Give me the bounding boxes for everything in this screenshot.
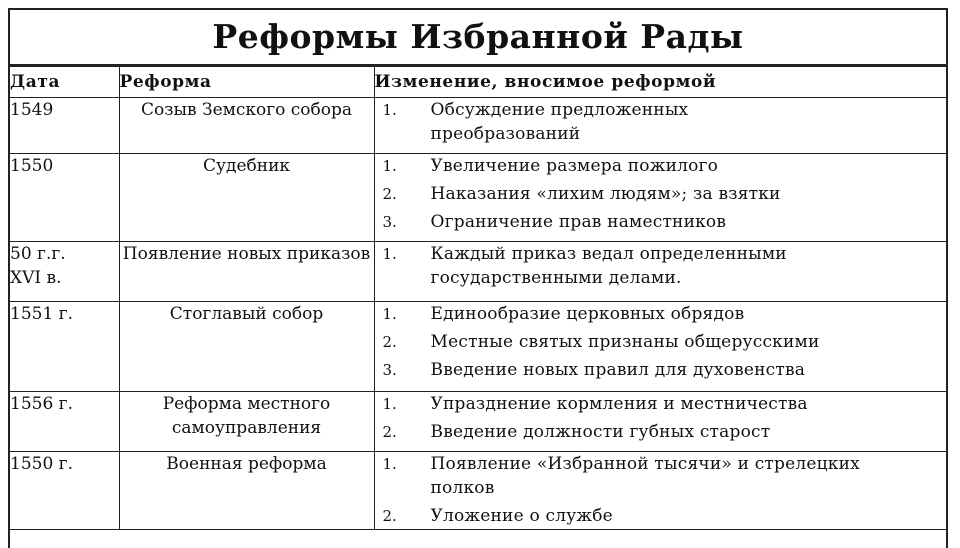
item-text: Местные святых признаны общерусскими bbox=[430, 332, 820, 352]
item-text: Введение новых правил для духовенства bbox=[430, 360, 806, 380]
item-number: 1. bbox=[382, 101, 397, 119]
reform-cell: Созыв Земского собора bbox=[119, 98, 374, 154]
item-text: Упразднение кормления и местничества bbox=[430, 394, 808, 414]
item-number: 2. bbox=[382, 185, 397, 203]
item-text: Введение должности губных старост bbox=[430, 422, 771, 442]
page-title: Реформы Избранной Рады bbox=[212, 17, 744, 56]
change-item bbox=[375, 452, 947, 500]
change-item bbox=[375, 330, 947, 354]
reform-cell: Стоглавый собор bbox=[119, 302, 374, 392]
item-text: Единообразие церковных обрядов bbox=[430, 304, 745, 324]
column-header-date: Дата bbox=[10, 67, 119, 98]
change-cell bbox=[374, 392, 946, 452]
item-text: Уложение о службе bbox=[430, 506, 613, 526]
item-text: Появление «Избранной тысячи» и стрелецких полков bbox=[430, 454, 860, 498]
change-cell bbox=[374, 154, 946, 242]
item-number: 3. bbox=[382, 213, 397, 231]
reform-cell: Военная реформа bbox=[119, 452, 374, 530]
change-item bbox=[375, 210, 947, 234]
change-item bbox=[375, 504, 947, 528]
item-text: Каждый приказ ведал определенными государственными делами. bbox=[430, 244, 787, 288]
item-number: 2. bbox=[382, 507, 397, 525]
item-number: 1. bbox=[382, 157, 397, 175]
date-cell: 1549 bbox=[10, 98, 119, 154]
change-item bbox=[375, 302, 947, 326]
reform-cell: Судебник bbox=[119, 154, 374, 242]
item-number: 1. bbox=[382, 395, 397, 413]
change-cell bbox=[374, 452, 946, 530]
change-item bbox=[375, 392, 947, 416]
reforms-table bbox=[10, 66, 946, 530]
table-row bbox=[10, 154, 946, 242]
date-cell bbox=[10, 242, 119, 302]
column-header-change: Изменение, вносимое реформой bbox=[374, 67, 946, 98]
change-item bbox=[375, 98, 947, 146]
table-row bbox=[10, 452, 946, 530]
change-item bbox=[375, 154, 947, 178]
date-cell: 1550 bbox=[10, 154, 119, 242]
item-number: 1. bbox=[382, 305, 397, 323]
date-cell: 1550 г. bbox=[10, 452, 119, 530]
date-cell: 1556 г. bbox=[10, 392, 119, 452]
change-item bbox=[375, 242, 947, 290]
table-row bbox=[10, 242, 946, 302]
change-item bbox=[375, 182, 947, 206]
table-row bbox=[10, 98, 946, 154]
reform-cell: Появление новых приказов bbox=[119, 242, 374, 302]
item-number: 3. bbox=[382, 361, 397, 379]
table-row bbox=[10, 392, 946, 452]
reform-cell: Реформа местного самоуправления bbox=[119, 392, 374, 452]
change-item bbox=[375, 358, 947, 382]
change-item bbox=[375, 420, 947, 444]
item-number: 2. bbox=[382, 333, 397, 351]
item-number: 1. bbox=[382, 455, 397, 473]
table-row bbox=[10, 302, 946, 392]
item-text: Обсуждение предложенных преобразований bbox=[430, 100, 689, 144]
item-number: 2. bbox=[382, 423, 397, 441]
change-cell bbox=[374, 98, 946, 154]
item-number: 1. bbox=[382, 245, 397, 263]
change-cell bbox=[374, 302, 946, 392]
item-text: Наказания «лихим людям»; за взятки bbox=[430, 184, 781, 204]
column-header-reform: Реформа bbox=[119, 67, 374, 98]
item-text: Увеличение размера пожилого bbox=[430, 156, 719, 176]
table-header-row bbox=[10, 67, 946, 98]
date-cell: 1551 г. bbox=[10, 302, 119, 392]
date-text: 50 г.г. XVI в. bbox=[10, 244, 66, 288]
document-frame bbox=[8, 8, 948, 548]
change-cell bbox=[374, 242, 946, 302]
item-text: Ограничение прав наместников bbox=[430, 212, 727, 232]
